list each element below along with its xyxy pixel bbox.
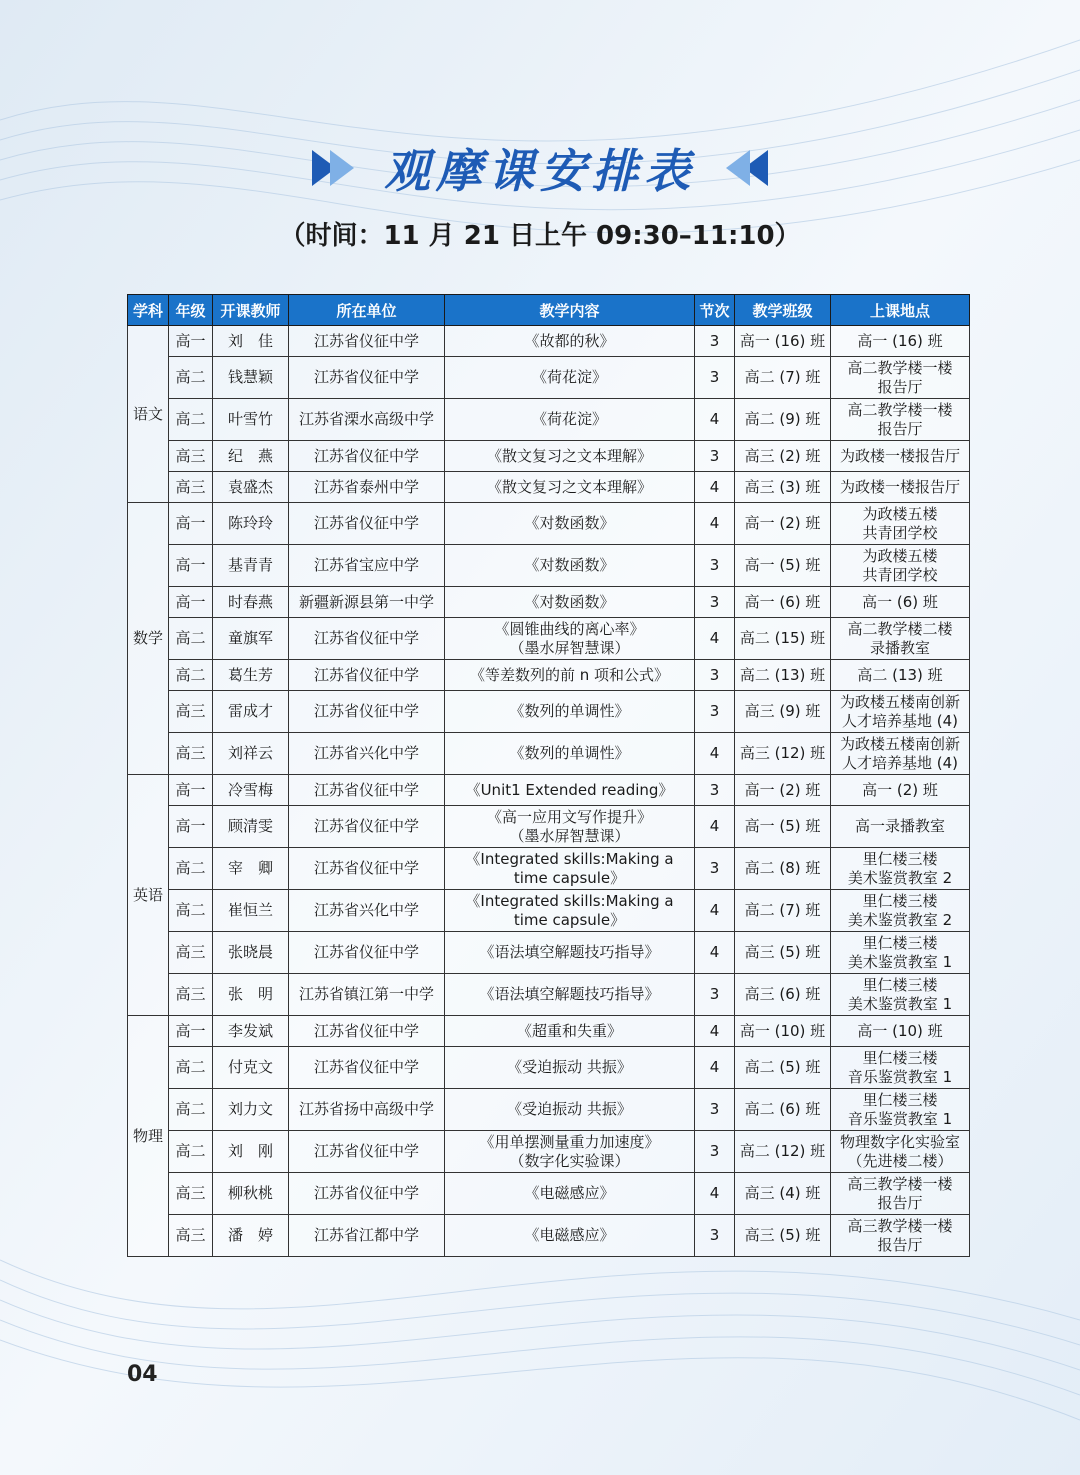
period-cell: 3 — [695, 660, 735, 691]
class-cell: 高二 (7) 班 — [735, 357, 831, 399]
period-cell: 4 — [695, 932, 735, 974]
period-cell: 4 — [695, 503, 735, 545]
school-cell: 江苏省溧水高级中学 — [289, 399, 445, 441]
teacher-cell: 冷雪梅 — [213, 775, 289, 806]
content-cell: 《荷花淀》 — [445, 399, 695, 441]
location-cell: 为政楼一楼报告厅 — [831, 472, 970, 503]
content-cell: 《电磁感应》 — [445, 1173, 695, 1215]
period-cell: 3 — [695, 587, 735, 618]
period-cell: 3 — [695, 974, 735, 1016]
class-cell: 高三 (6) 班 — [735, 974, 831, 1016]
location-cell: 里仁楼三楼 美术鉴赏教室 2 — [831, 848, 970, 890]
class-cell: 高三 (3) 班 — [735, 472, 831, 503]
content-cell: 《故都的秋》 — [445, 326, 695, 357]
teacher-cell: 崔恒兰 — [213, 890, 289, 932]
period-cell: 3 — [695, 1215, 735, 1257]
class-cell: 高一 (6) 班 — [735, 587, 831, 618]
teacher-cell: 潘 婷 — [213, 1215, 289, 1257]
column-header: 教学班级 — [735, 295, 831, 326]
class-cell: 高一 (16) 班 — [735, 326, 831, 357]
school-cell: 江苏省镇江第一中学 — [289, 974, 445, 1016]
period-cell: 3 — [695, 1131, 735, 1173]
grade-cell: 高二 — [169, 1131, 213, 1173]
teacher-cell: 张晓晨 — [213, 932, 289, 974]
period-cell: 3 — [695, 691, 735, 733]
content-cell: 《等差数列的前 n 项和公式》 — [445, 660, 695, 691]
teacher-cell: 陈玲玲 — [213, 503, 289, 545]
period-cell: 4 — [695, 1173, 735, 1215]
grade-cell: 高三 — [169, 1215, 213, 1257]
table-row — [128, 618, 970, 660]
grade-cell: 高二 — [169, 399, 213, 441]
table-row — [128, 503, 970, 545]
content-cell: 《Integrated skills:Making a time capsule》 — [445, 848, 695, 890]
school-cell: 江苏省扬中高级中学 — [289, 1089, 445, 1131]
class-cell: 高二 (9) 班 — [735, 399, 831, 441]
page-number: 04 — [127, 1362, 158, 1387]
column-header: 教学内容 — [445, 295, 695, 326]
table-row — [128, 1215, 970, 1257]
content-cell: 《散文复习之文本理解》 — [445, 441, 695, 472]
school-cell: 江苏省仪征中学 — [289, 618, 445, 660]
time-note: （时间：11 月 21 日上午 09:30–11:10） — [279, 221, 801, 251]
table-row — [128, 660, 970, 691]
location-cell: 高一 (10) 班 — [831, 1016, 970, 1047]
teacher-cell: 刘 刚 — [213, 1131, 289, 1173]
table-row — [128, 1131, 970, 1173]
location-cell: 为政楼五楼南创新 人才培养基地 (4) — [831, 733, 970, 775]
title-area — [0, 138, 1080, 198]
content-cell: 《电磁感应》 — [445, 1215, 695, 1257]
grade-cell: 高一 — [169, 503, 213, 545]
grade-cell: 高一 — [169, 1016, 213, 1047]
school-cell: 江苏省仪征中学 — [289, 775, 445, 806]
left-arrow-icon — [722, 146, 770, 190]
location-cell: 高二教学楼一楼 报告厅 — [831, 399, 970, 441]
location-cell: 里仁楼三楼 美术鉴赏教室 1 — [831, 932, 970, 974]
period-cell: 3 — [695, 326, 735, 357]
location-cell: 高二教学楼一楼 报告厅 — [831, 357, 970, 399]
table-row — [128, 733, 970, 775]
class-cell: 高一 (10) 班 — [735, 1016, 831, 1047]
period-cell: 4 — [695, 472, 735, 503]
school-cell: 江苏省仪征中学 — [289, 1016, 445, 1047]
table-row — [128, 1173, 970, 1215]
class-cell: 高三 (12) 班 — [735, 733, 831, 775]
period-cell: 3 — [695, 1089, 735, 1131]
content-cell: 《对数函数》 — [445, 587, 695, 618]
class-cell: 高二 (5) 班 — [735, 1047, 831, 1089]
class-cell: 高三 (5) 班 — [735, 932, 831, 974]
school-cell: 江苏省兴化中学 — [289, 890, 445, 932]
teacher-cell: 宰 卿 — [213, 848, 289, 890]
subject-cell: 数学 — [128, 503, 169, 775]
content-cell: 《对数函数》 — [445, 503, 695, 545]
grade-cell: 高二 — [169, 848, 213, 890]
grade-cell: 高三 — [169, 691, 213, 733]
teacher-cell: 钱慧颖 — [213, 357, 289, 399]
school-cell: 江苏省仪征中学 — [289, 503, 445, 545]
table-row — [128, 441, 970, 472]
content-cell: 《用单摆测量重力加速度》 （数字化实验课） — [445, 1131, 695, 1173]
teacher-cell: 顾清雯 — [213, 806, 289, 848]
period-cell: 3 — [695, 848, 735, 890]
school-cell: 江苏省仪征中学 — [289, 691, 445, 733]
grade-cell: 高一 — [169, 587, 213, 618]
teacher-cell: 基青青 — [213, 545, 289, 587]
class-cell: 高三 (5) 班 — [735, 1215, 831, 1257]
location-cell: 高一 (2) 班 — [831, 775, 970, 806]
grade-cell: 高三 — [169, 733, 213, 775]
teacher-cell: 李发斌 — [213, 1016, 289, 1047]
teacher-cell: 刘祥云 — [213, 733, 289, 775]
table-row — [128, 1047, 970, 1089]
grade-cell: 高三 — [169, 1173, 213, 1215]
period-cell: 4 — [695, 890, 735, 932]
location-cell: 高一录播教室 — [831, 806, 970, 848]
class-cell: 高二 (13) 班 — [735, 660, 831, 691]
location-cell: 为政楼五楼 共青团学校 — [831, 503, 970, 545]
location-cell: 里仁楼三楼 美术鉴赏教室 2 — [831, 890, 970, 932]
location-cell: 高三教学楼一楼 报告厅 — [831, 1173, 970, 1215]
location-cell: 高一 (16) 班 — [831, 326, 970, 357]
content-cell: 《圆锥曲线的离心率》 （墨水屏智慧课） — [445, 618, 695, 660]
right-arrow-icon — [310, 146, 358, 190]
content-cell: 《散文复习之文本理解》 — [445, 472, 695, 503]
class-cell: 高二 (12) 班 — [735, 1131, 831, 1173]
class-cell: 高二 (15) 班 — [735, 618, 831, 660]
location-cell: 为政楼五楼 共青团学校 — [831, 545, 970, 587]
content-cell: 《受迫振动 共振》 — [445, 1089, 695, 1131]
table-row — [128, 775, 970, 806]
content-cell: 《受迫振动 共振》 — [445, 1047, 695, 1089]
location-cell: 为政楼五楼南创新 人才培养基地 (4) — [831, 691, 970, 733]
table-row — [128, 1089, 970, 1131]
period-cell: 3 — [695, 441, 735, 472]
location-cell: 高三教学楼一楼 报告厅 — [831, 1215, 970, 1257]
table-row — [128, 1016, 970, 1047]
column-header: 所在单位 — [289, 295, 445, 326]
school-cell: 江苏省兴化中学 — [289, 733, 445, 775]
period-cell: 3 — [695, 775, 735, 806]
grade-cell: 高二 — [169, 1047, 213, 1089]
table-row — [128, 587, 970, 618]
location-cell: 为政楼一楼报告厅 — [831, 441, 970, 472]
class-cell: 高一 (2) 班 — [735, 775, 831, 806]
column-header: 节次 — [695, 295, 735, 326]
class-cell: 高一 (5) 班 — [735, 806, 831, 848]
teacher-cell: 童旗军 — [213, 618, 289, 660]
column-header: 上课地点 — [831, 295, 970, 326]
grade-cell: 高二 — [169, 1089, 213, 1131]
grade-cell: 高二 — [169, 660, 213, 691]
grade-cell: 高一 — [169, 326, 213, 357]
grade-cell: 高一 — [169, 775, 213, 806]
period-cell: 4 — [695, 1016, 735, 1047]
table-row — [128, 545, 970, 587]
grade-cell: 高二 — [169, 618, 213, 660]
column-header: 开课教师 — [213, 295, 289, 326]
school-cell: 江苏省仪征中学 — [289, 932, 445, 974]
class-cell: 高三 (9) 班 — [735, 691, 831, 733]
content-cell: 《语法填空解题技巧指导》 — [445, 974, 695, 1016]
teacher-cell: 叶雪竹 — [213, 399, 289, 441]
table-row — [128, 890, 970, 932]
table-row — [128, 326, 970, 357]
table-row — [128, 974, 970, 1016]
grade-cell: 高二 — [169, 890, 213, 932]
location-cell: 里仁楼三楼 美术鉴赏教室 1 — [831, 974, 970, 1016]
teacher-cell: 付克文 — [213, 1047, 289, 1089]
content-cell: 《Integrated skills:Making a time capsule》 — [445, 890, 695, 932]
grade-cell: 高三 — [169, 932, 213, 974]
location-cell: 里仁楼三楼 音乐鉴赏教室 1 — [831, 1089, 970, 1131]
period-cell: 4 — [695, 733, 735, 775]
teacher-cell: 时春燕 — [213, 587, 289, 618]
column-header: 学科 — [128, 295, 169, 326]
teacher-cell: 袁盛杰 — [213, 472, 289, 503]
school-cell: 江苏省仪征中学 — [289, 326, 445, 357]
table-row — [128, 806, 970, 848]
table-row — [128, 691, 970, 733]
content-cell: 《高一应用文写作提升》 （墨水屏智慧课） — [445, 806, 695, 848]
school-cell: 江苏省泰州中学 — [289, 472, 445, 503]
grade-cell: 高一 — [169, 545, 213, 587]
teacher-cell: 张 明 — [213, 974, 289, 1016]
teacher-cell: 葛生芳 — [213, 660, 289, 691]
school-cell: 江苏省仪征中学 — [289, 1131, 445, 1173]
school-cell: 新疆新源县第一中学 — [289, 587, 445, 618]
class-cell: 高三 (4) 班 — [735, 1173, 831, 1215]
period-cell: 4 — [695, 399, 735, 441]
grade-cell: 高二 — [169, 357, 213, 399]
location-cell: 高二 (13) 班 — [831, 660, 970, 691]
school-cell: 江苏省仪征中学 — [289, 441, 445, 472]
school-cell: 江苏省仪征中学 — [289, 848, 445, 890]
location-cell: 里仁楼三楼 音乐鉴赏教室 1 — [831, 1047, 970, 1089]
table-header-row — [128, 295, 970, 326]
location-cell: 高二教学楼二楼 录播教室 — [831, 618, 970, 660]
school-cell: 江苏省宝应中学 — [289, 545, 445, 587]
school-cell: 江苏省仪征中学 — [289, 806, 445, 848]
subject-cell: 英语 — [128, 775, 169, 1016]
subject-cell: 语文 — [128, 326, 169, 503]
table-row — [128, 848, 970, 890]
school-cell: 江苏省仪征中学 — [289, 1173, 445, 1215]
period-cell: 4 — [695, 1047, 735, 1089]
teacher-cell: 柳秋桃 — [213, 1173, 289, 1215]
class-cell: 高三 (2) 班 — [735, 441, 831, 472]
period-cell: 3 — [695, 357, 735, 399]
page-title: 观摩课安排表 — [384, 144, 696, 198]
school-cell: 江苏省仪征中学 — [289, 1047, 445, 1089]
content-cell: 《对数函数》 — [445, 545, 695, 587]
class-cell: 高二 (7) 班 — [735, 890, 831, 932]
grade-cell: 高三 — [169, 974, 213, 1016]
subject-cell: 物理 — [128, 1016, 169, 1257]
teacher-cell: 雷成才 — [213, 691, 289, 733]
content-cell: 《数列的单调性》 — [445, 733, 695, 775]
grade-cell: 高一 — [169, 806, 213, 848]
location-cell: 物理数字化实验室 （先进楼二楼） — [831, 1131, 970, 1173]
class-cell: 高二 (6) 班 — [735, 1089, 831, 1131]
table-row — [128, 399, 970, 441]
teacher-cell: 纪 燕 — [213, 441, 289, 472]
table-row — [128, 472, 970, 503]
period-cell: 4 — [695, 618, 735, 660]
grade-cell: 高三 — [169, 472, 213, 503]
class-cell: 高二 (8) 班 — [735, 848, 831, 890]
teacher-cell: 刘 佳 — [213, 326, 289, 357]
school-cell: 江苏省江都中学 — [289, 1215, 445, 1257]
period-cell: 4 — [695, 806, 735, 848]
content-cell: 《超重和失重》 — [445, 1016, 695, 1047]
location-cell: 高一 (6) 班 — [831, 587, 970, 618]
content-cell: 《荷花淀》 — [445, 357, 695, 399]
table-row — [128, 932, 970, 974]
school-cell: 江苏省仪征中学 — [289, 660, 445, 691]
content-cell: 《语法填空解题技巧指导》 — [445, 932, 695, 974]
class-cell: 高一 (5) 班 — [735, 545, 831, 587]
column-header: 年级 — [169, 295, 213, 326]
content-cell: 《数列的单调性》 — [445, 691, 695, 733]
school-cell: 江苏省仪征中学 — [289, 357, 445, 399]
period-cell: 3 — [695, 545, 735, 587]
teacher-cell: 刘力文 — [213, 1089, 289, 1131]
class-cell: 高一 (2) 班 — [735, 503, 831, 545]
grade-cell: 高三 — [169, 441, 213, 472]
schedule-table — [127, 294, 970, 1257]
table-row — [128, 357, 970, 399]
content-cell: 《Unit1 Extended reading》 — [445, 775, 695, 806]
